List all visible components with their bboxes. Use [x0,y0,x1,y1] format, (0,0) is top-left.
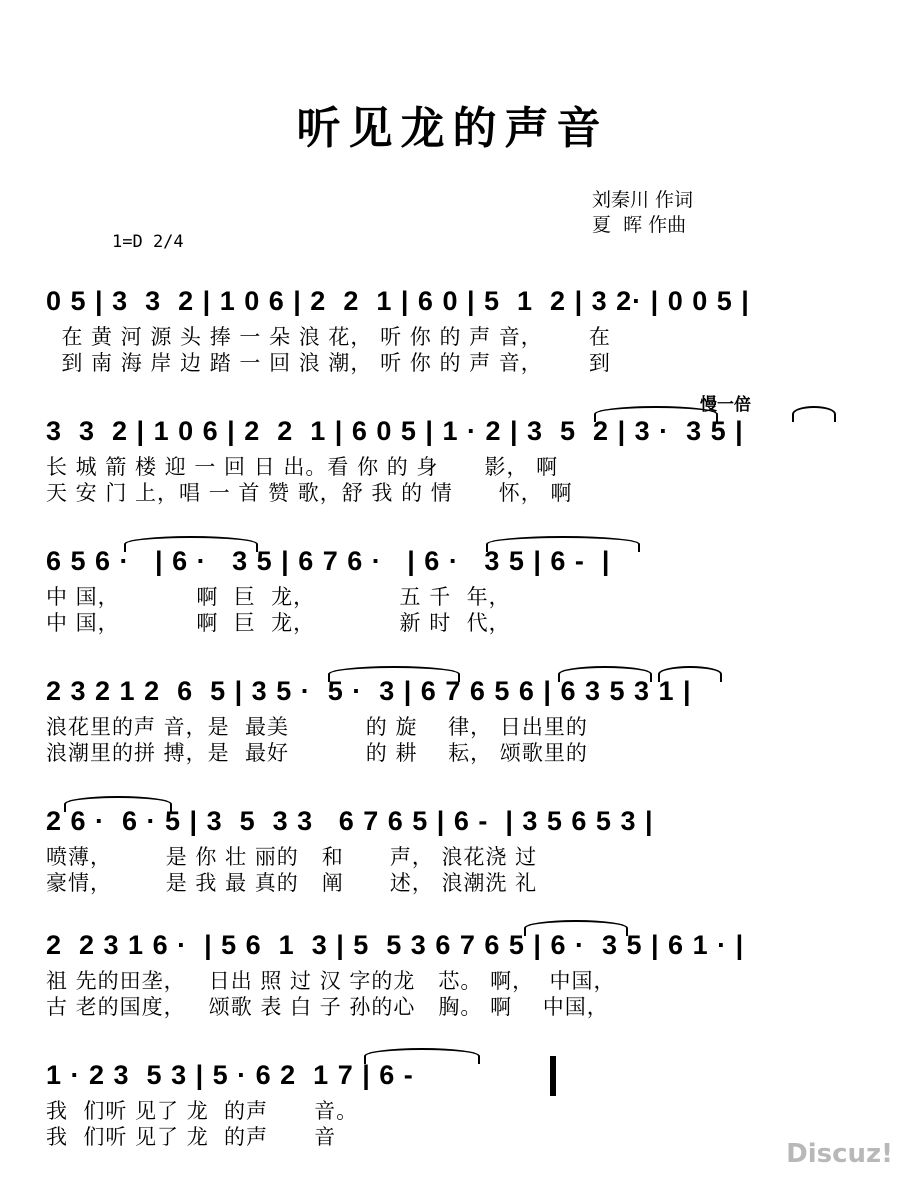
watermark-logo: Discuz! [786,1139,893,1169]
lyric-verse-2: 中 国， 啊 巨 龙， 新 时 代， [46,611,511,635]
score-system-6 [46,922,854,1020]
notation-line: 6 5 6 · | 6 · 3 5 | 6 7 6 · | 6 · 3 5 | 6 - | [46,546,611,576]
credits [592,188,693,238]
lyric-verse-2: 到 南 海 岸 边 踏 一 回 浪 潮， 听 你 的 声 音， 到 [46,351,611,375]
lyric-verse-1: 浪花里的声 音，是 最美 的 旋 律， 日出里的 [46,715,588,739]
notation-line: 2 2 3 1 6 · | 5 6 1 3 | 5 5 3 6 7 6 5 | 6 · 3 5 | 6 1 · | [46,930,745,960]
notation-line: 3 3 2 | 1 0 6 | 2 2 1 | 6 0 5 | 1 · 2 | 3 5 2 | 3 · 3 5 | [46,416,744,446]
notation-line: 1 · 2 3 5 3 | 5 · 6 2 1 7 | 6 - [46,1060,414,1090]
lyric-verse-1: 祖 先的田垄， 日出 照 过 汉 字的龙 芯。 啊， 中国， [46,969,616,993]
lyric-verse-1: 喷薄， 是 你 壮 丽的 和 声， 浪花浇 过 [46,845,538,869]
score-system-2 [46,408,854,506]
score-system-3 [46,538,854,636]
notation-line: 2 6 · 6 · 5 | 3 5 3 3 6 7 6 5 | 6 - | 3 5 6 5 3 | [46,806,654,836]
lyric-verse-2: 豪情， 是 我 最 真的 阐 述， 浪潮洗 礼 [46,871,538,895]
notation-line: 2 3 2 1 2 6 5 | 3 5 · 5 · 3 | 6 7 6 5 6 | 6 3 5 3 1 | [46,676,692,706]
key-signature: 1=D 2/4 [112,232,184,252]
song-title: 听见龙的声音 [296,103,609,154]
lyric-verse-1: 长 城 箭 楼 迎 一 回 日 出。看 你 的 身 影， 啊 [46,455,559,479]
final-barline [550,1056,556,1096]
score-system-7 [46,1052,854,1150]
lyric-verse-2: 浪潮里的拼 搏，是 最好 的 耕 耘， 颂歌里的 [46,741,588,765]
tempo-mark: 慢一倍 [700,395,751,415]
lyric-verse-2: 我 们听 见了 龙 的声 音 [46,1125,337,1149]
lyric-verse-1: 在 黄 河 源 头 捧 一 朵 浪 花， 听 你 的 声 音， 在 [46,325,611,349]
lyric-verse-1: 中 国， 啊 巨 龙， 五 千 年， [46,585,511,609]
score-system-4 [46,668,854,766]
lyricist-credit: 刘秦川 作词 [592,189,694,211]
notation-line: 0 5 | 3 3 2 | 1 0 6 | 2 2 1 | 6 0 | 5 1 2 | 3 2· | 0 0 5 | [46,286,750,316]
score-system-5 [46,798,854,896]
lyric-verse-2: 古 老的国度， 颂歌 表 白 子 孙的心 胸。 啊 中国， [46,995,609,1019]
lyric-verse-1: 我 们听 见了 龙 的声 音。 [46,1099,359,1123]
score-system-1 [46,278,854,376]
composer-credit: 夏 晖 作曲 [592,214,687,236]
lyric-verse-2: 天 安 门 上，唱 一 首 赞 歌，舒 我 的 情 怀， 啊 [46,481,573,505]
